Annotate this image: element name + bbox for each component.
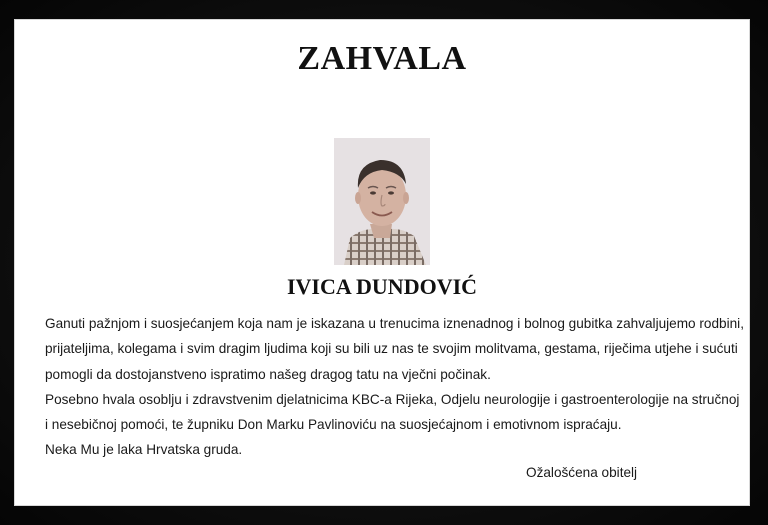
notice-body (45, 311, 745, 463)
paragraph-special-thanks: Posebno hvala osoblju i zdravstvenim djelatnicima KBC-a Rijeka, Odjelu neurologije i gastroenterologije na stručnoj i nesebičnoj pomoći, te župniku Don Marku Pavlinoviću na suosjećajnom i emotivnom ispraćaju. (45, 391, 740, 433)
deceased-name: IVICA DUNDOVIĆ (286, 274, 478, 299)
notice-panel (14, 19, 750, 506)
signature: Ožalošćena obitelj (526, 465, 638, 480)
paragraph-farewell: Neka Mu je laka Hrvatska gruda. (45, 442, 243, 458)
paragraph-thanks: Ganuti pažnjom i suosjećanjem koja nam je iskazana u trenucima iznenadnog i bolnog gubitka zahvaljujemo rodbini, prijateljima, kolegama i svim dragim ljudima koji su bili uz nas te svojim molitvama, gestama, riječima utjehe i sućuti pomogli da dostojanstveno ispratimo našeg dragog tatu na vječni počinak. (45, 316, 744, 382)
notice-title: ZAHVALA (297, 40, 467, 77)
portrait-image (334, 138, 430, 265)
portrait-photo (334, 138, 430, 265)
